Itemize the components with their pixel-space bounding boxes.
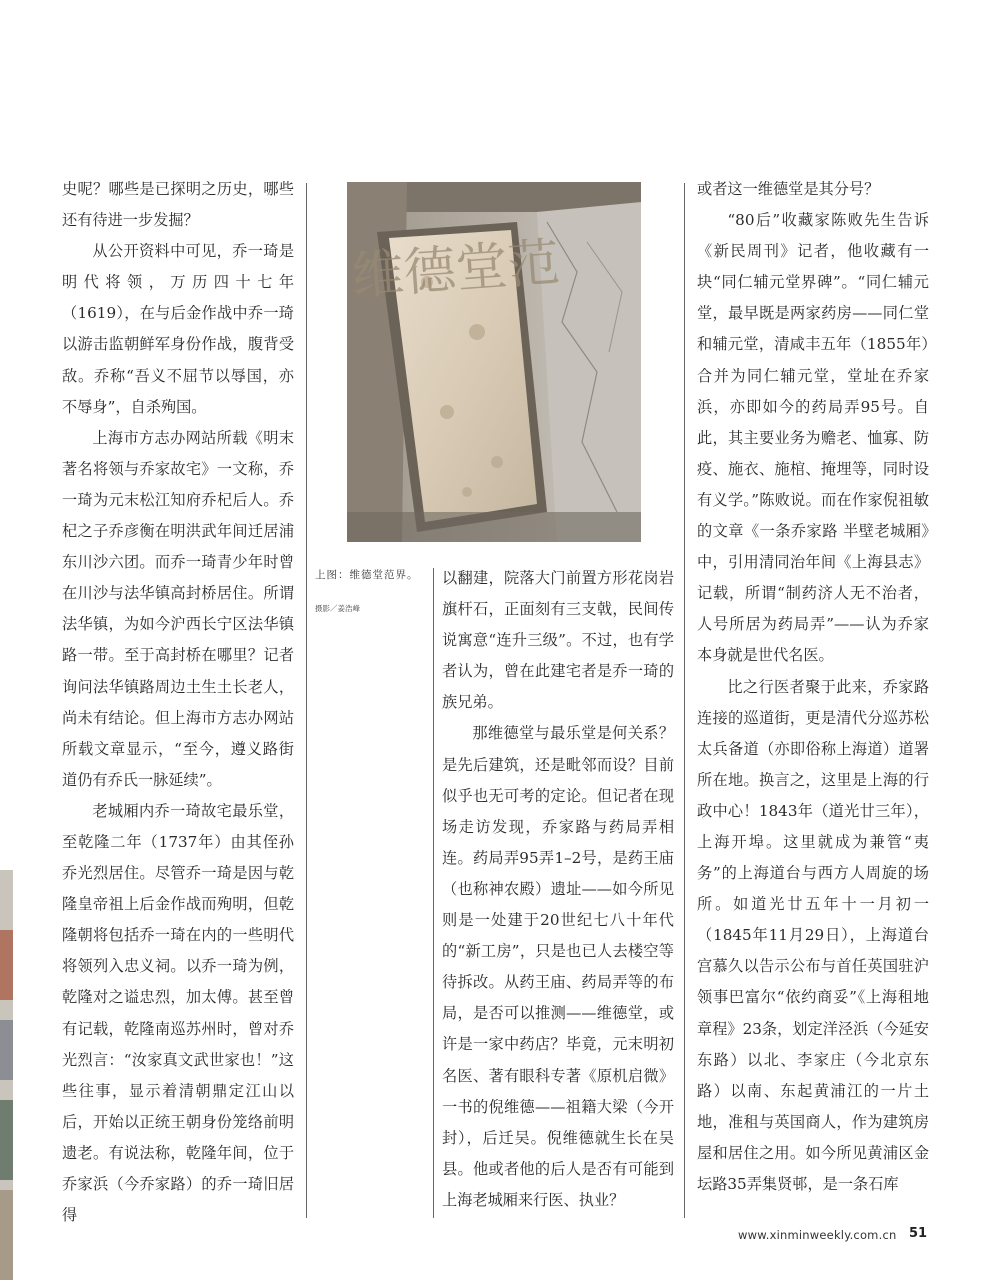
- stone-inscription: 维德堂范: [349, 232, 562, 308]
- column-divider-2: [684, 183, 685, 1218]
- paragraph: 比之行医者聚于此来，乔家路连接的巡道街，更是清代分巡苏松太兵备道（亦即俗称上海道）道署所在地。换言之，这里是上海的行政中心！1843年（道光廿三年），上海开埠。这里就成为兼管“夷务”的上海道台与西方人周旋的场所。如道光廿五年十一月初一（1845年11月29日），上海道台宫慕久以告示公布与首任英国驻沪领事巴富尔“依约商妥”《上海租地章程》23条，划定洋泾浜（今延安东路）以北、李家庄（今北京东路）以南、东起黄浦江的一片土地，准租与英国商人，作为建筑房屋和居住之用。如今所见黄浦区金坛路35弄集贤邨，是一条石库: [697, 677, 929, 1193]
- column-divider-1: [306, 183, 307, 1218]
- boundary-stone-photo: [347, 182, 641, 542]
- page-number: 51: [909, 1226, 928, 1241]
- article-column-3: [697, 174, 929, 1224]
- paragraph: 上海市方志办网站所载《明末著名将领与乔家故宅》一文称，乔一琦为元末松江知府乔杞后人。乔杞之子乔彦衡在明洪武年间迁居浦东川沙六团。而乔一琦青少年时曾在川沙与法华镇高封桥居住。所谓法华镇，为如今沪西长宁区法华镇路一带。至于高封桥在哪里？记者询问法华镇路周边土生土长老人，尚未有结论。但上海市方志办网站所载文章显示，“至今，遵义路街道仍有乔氏一脉延续”。: [62, 428, 294, 789]
- article-column-1: [62, 174, 294, 1224]
- photo-caption: 上图：维德堂范界。: [315, 569, 419, 581]
- paragraph: “80后”收藏家陈败先生告诉《新民周刊》记者，他收藏有一块“同仁辅元堂界碑”。“同仁辅元堂，最早既是两家药房——同仁堂和辅元堂，清咸丰五年（1855年）合并为同仁辅元堂，堂址在乔家浜，亦即如今的药局弄95号。自此，其主要业务为赡老、恤寡、防疫、施衣、施棺、掩埋等，同时设有义学。”陈败说。而在作家倪祖敏的文章《一条乔家路 半壁老城厢》中，引用清同治年间《上海县志》记载，所谓“制药济人无不治者，人号所居为药局弄”——认为乔家本身就是世代名医。: [697, 211, 929, 665]
- article-column-2: [442, 563, 674, 1223]
- caption-divider: [433, 568, 434, 1218]
- paragraph: 或者这一维德堂是其分号？: [697, 180, 880, 198]
- photo-credit: 摄影／姜浩峰: [315, 604, 360, 613]
- paragraph: 那维德堂与最乐堂是何关系？是先后建筑，还是毗邻而设？目前似乎也无可考的定论。但记者在现场走访发现，乔家路与药局弄相连。药局弄95弄1–2号，是药王庙（也称神农殿）遗址——如今所见则是一处建于20世纪七八十年代的“新工房”，只是也已人去楼空等待拆改。从药王庙、药局弄等的布局，是否可以推测——维德堂，或许是一家中药店？毕竟，元末明初名医、著有眼科专著《原机启微》一书的倪维德——祖籍大梁（今开封），后迁吴。倪维德就生长在吴县。他或者他的后人是否有可能到上海老城厢来行医、执业？: [442, 724, 674, 1209]
- left-edge-photo-strip: [0, 870, 13, 1280]
- paragraph: 史呢？哪些是已探明之历史，哪些还有待进一步发掘？: [62, 180, 294, 230]
- paragraph: 从公开资料中可见，乔一琦是明代将领，万历四十七年（1619），在与后金作战中乔一琦以游击监朝鲜军身份作战，腹背受敌。乔称“吾义不屈节以辱国，亦不辱身”，自杀殉国。: [62, 242, 294, 416]
- paragraph: 以翻建，院落大门前置方形花岗岩旗杆石，正面刻有三支戟，民间传说寓意“连升三级”。不过，也有学者认为，曾在此建宅者是乔一琦的族兄弟。: [442, 569, 674, 712]
- footer-url: www.xinminweekly.com.cn: [738, 1228, 897, 1242]
- paragraph: 老城厢内乔一琦故宅最乐堂，至乾隆二年（1737年）由其侄孙乔光烈居住。尽管乔一琦是因与乾隆皇帝祖上后金作战而殉明，但乾隆朝将包括乔一琦在内的一些明代将领列入忠义祠。以乔一琦为例，乾隆对之谥忠烈，加太傅。甚至曾有记载，乾隆南巡苏州时，曾对乔光烈言：“汝家真文武世家也！”这些往事，显示着清朝鼎定江山以后，开始以正统王朝身份笼络前明遗老。有说法称，乾隆年间，位于乔家浜（今乔家路）的乔一琦旧居得: [62, 801, 294, 1224]
